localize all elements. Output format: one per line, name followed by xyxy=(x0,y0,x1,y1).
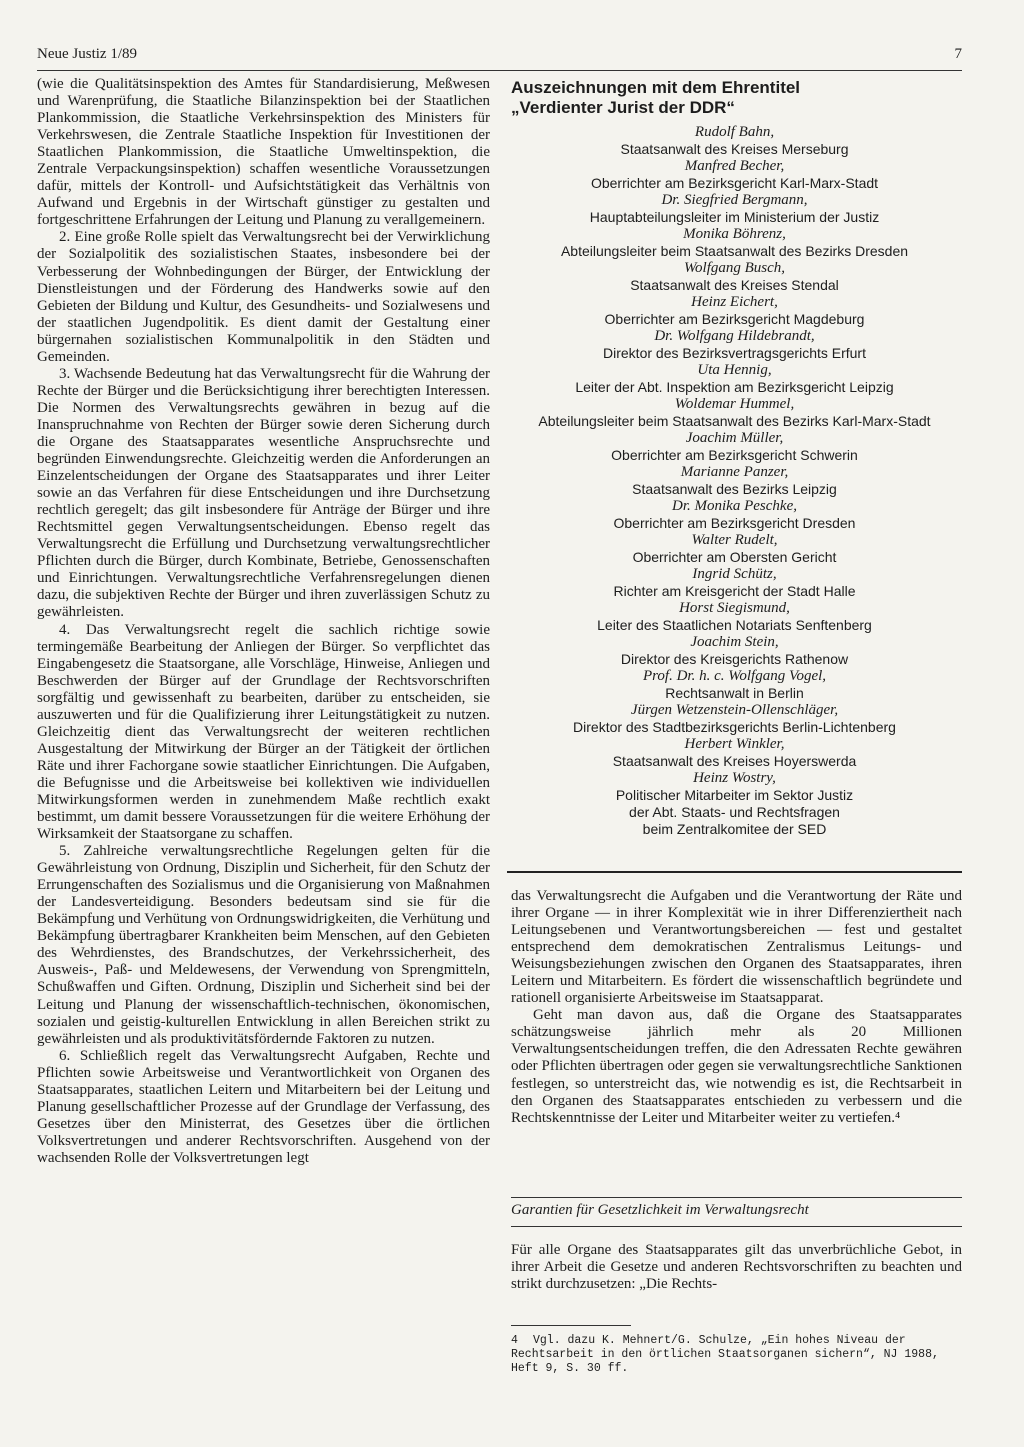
right-column xyxy=(511,888,962,1127)
award-name: Wolfgang Busch, xyxy=(683,260,786,276)
paragraph: (wie die Qualitätsinspektion des Amtes für Standardisierung, Meßwesen und Warenprüfung, die Staatliche Bilanzinspektion bei der Staatlichen Plankommission, die Staatliche Verkehrsinspektion des Ministers für Verkehrswesen, die Zentrale Staatliche Inspektion für Investitionen der Staatlichen Plankommission, die Staatliche Umweltinspektion, die Zentrale Verpackungsinspektion) schaffen wesentliche Voraussetzungen dafür, mittels der Kontroll- und Aufsichtstätigkeit das Verhältnis von Aufwand und Ergebnis in der Wirtschaft günstiger zu gestalten und fortgeschrittene Erfahrungen der Leitung und Planung zu verallgemeinern. xyxy=(37,76,490,229)
award-name: Woldemar Hummel, xyxy=(674,396,795,412)
award-entry xyxy=(507,124,962,158)
award-entry xyxy=(507,430,962,464)
award-position: Leiter der Abt. Inspektion am Bezirksgericht Leipzig xyxy=(575,379,894,395)
award-entry xyxy=(507,566,962,600)
award-position: Leiter des Staatlichen Notariats Senftenberg xyxy=(597,617,872,633)
award-name: Heinz Wostry, xyxy=(693,770,776,786)
award-name: Dr. Monika Peschke, xyxy=(672,498,797,514)
awards-title-line2: „Verdienter Jurist der DDR“ xyxy=(511,98,735,117)
footnote-rule xyxy=(511,1325,631,1326)
awards-bottom-rule xyxy=(507,871,962,873)
award-name: Ingrid Schütz, xyxy=(692,566,777,582)
page-header xyxy=(37,46,962,70)
award-position: Abteilungsleiter beim Staatsanwalt des Bezirks Karl-Marx-Stadt xyxy=(538,413,931,429)
award-entry xyxy=(507,770,962,838)
award-position: Direktor des Kreisgerichts Rathenow xyxy=(620,651,849,667)
award-position: Oberrichter am Bezirksgericht Magdeburg xyxy=(604,311,865,327)
award-entry xyxy=(507,226,962,260)
award-name: Dr. Wolfgang Hildebrandt, xyxy=(654,328,815,344)
award-name: Manfred Becher, xyxy=(684,158,785,174)
award-name: Monika Böhrenz, xyxy=(683,226,786,242)
paragraph: 4. Das Verwaltungsrecht regelt die sachlich richtige sowie termingemäße Bearbeitung der Anliegen der Bürger. So verpflichtet das Eingabengesetz die Staatsorgane, alle Vorschläge, Hinweise, Anliegen und Beschwerden der Bürger auf der Grundlage der Rechtsvorschriften sorgfältig und gewissenhaft zu bearbeiten, darüber zu entscheiden, sie auszuwerten und für die Qualifizierung ihrer Leitungstätigkeit zu nutzen. Gleichzeitig dient das Verwaltungsrecht der weiteren rechtlichen Ausgestaltung der Mitwirkung der Bürger an der Tätigkeit der örtlichen Räte und ihrer Fachorgane sowie staatlicher Einrichtungen. Die Aufgaben, die Befugnisse und die Arbeitsweise bei kollektiven wie individuellen Mitwirkungsformen werden in zunehmendem Maße rechtlich exakt bestimmt, um damit bessere Voraussetzungen für die weitere Erhöhung der Wirksamkeit der Staatsorgane zu schaffen. xyxy=(37,621,490,843)
award-position: Oberrichter am Obersten Gericht xyxy=(632,549,837,565)
award-entry xyxy=(507,736,962,770)
header-rule xyxy=(37,70,962,71)
award-position: beim Zentralkomitee der SED xyxy=(642,821,827,837)
award-entry xyxy=(507,328,962,362)
award-position: Staatsanwalt des Bezirks Leipzig xyxy=(632,481,837,497)
section-heading: Garantien für Gesetzlichkeit im Verwaltungsrecht xyxy=(511,1202,809,1218)
award-position: Oberrichter am Bezirksgericht Karl-Marx-Stadt xyxy=(590,175,879,191)
award-entry xyxy=(507,634,962,668)
award-position: Direktor des Stadtbezirksgerichts Berlin-Lichtenberg xyxy=(573,719,896,735)
award-entry xyxy=(507,260,962,294)
section-body xyxy=(511,1242,962,1293)
journal-title: Neue Justiz 1/89 xyxy=(37,46,137,62)
award-name: Walter Rudelt, xyxy=(691,532,778,548)
award-entry xyxy=(507,464,962,498)
paragraph: das Verwaltungsrecht die Aufgaben und die Verantwortung der Räte und ihrer Organe — in ihrer Komplexität wie in ihrer Differenziertheit nach Leitungsebenen und Verantwortungsbereichen — fest und gestaltet entsprechend dem demokratischen Zentralismus Leitungs- und Weisungsbeziehungen zwischen den Organen des Staatsapparates, ihren Leitern und Mitarbeitern. Es fördert die wissenschaftlich begründete und rationell organisierte Arbeitsweise im Staatsapparat. xyxy=(511,888,962,1007)
award-position: Hauptabteilungsleiter im Ministerium der Justiz xyxy=(589,209,880,225)
footnote-number: 4 xyxy=(511,1334,518,1347)
award-position: Staatsanwalt des Kreises Merseburg xyxy=(620,141,849,157)
award-position: Abteilungsleiter beim Staatsanwalt des Bezirks Dresden xyxy=(560,243,909,259)
awards-title xyxy=(511,78,962,118)
award-entry xyxy=(507,294,962,328)
paragraph: 3. Wachsende Bedeutung hat das Verwaltungsrecht für die Wahrung der Rechte der Bürger und die Berücksichtigung ihrer berechtigten Interessen. Die Normen des Verwaltungsrechts gewähren in bezug auf die Inanspruchnahme von Rechten der Bürger sowie deren Sicherung durch die Organe des Staatsapparates wesentliche Anspruchsrechte und begründen Einwendungsrechte. Gleichzeitig werden die Anforderungen an Einzelentscheidungen der Organe des Staatsapparates und ihrer Leiter sowie an das Verfahren für diese Entscheidungen und ihre Durchsetzung rechtlich geregelt; das gilt insbesondere für Anträge der Bürger und ihre Rechtsmittel gegen Verwaltungsentscheidungen. Ebenso regelt das Verwaltungsrecht die Erfüllung und Durchsetzung verwaltungsrechtlicher Pflichten durch die Bürger, durch Kombinate, Betriebe, Genossenschaften und Einrichtungen. Verwaltungsrechtliche Verfahrensregelungen dienen dazu, die subjektiven Rechte der Bürger und ihren zuverlässigen Schutz zu gewährleisten. xyxy=(37,365,490,621)
award-entry xyxy=(507,158,962,192)
award-entry xyxy=(507,192,962,226)
footnote xyxy=(511,1334,962,1376)
section-rule-top xyxy=(511,1197,962,1198)
section-rule-bottom xyxy=(511,1226,962,1227)
award-entry xyxy=(507,532,962,566)
paragraph: Geht man davon aus, daß die Organe des Staatsapparates schätzungsweise jährlich mehr als 20 Millionen Verwaltungsentscheidungen treffen, die den Adressaten Rechte gewähren oder Pflichten übertragen oder gegen sie verwaltungsrechtliche Sanktionen festlegen, so unterstreicht das, wie notwendig es ist, die Rechtsarbeit in den Organen des Staatsapparates entschieden zu verbessern und die Rechtskenntnisse der Leiter und Mitarbeiter weiter zu vertiefen.⁴ xyxy=(511,1007,962,1126)
award-name: Joachim Stein, xyxy=(690,634,779,650)
award-entry xyxy=(507,702,962,736)
award-position: Oberrichter am Bezirksgericht Dresden xyxy=(613,515,856,531)
award-position: Staatsanwalt des Kreises Stendal xyxy=(630,277,839,293)
award-name: Joachim Müller, xyxy=(685,430,784,446)
page-number: 7 xyxy=(954,46,962,62)
award-position: Staatsanwalt des Kreises Hoyerswerda xyxy=(612,753,857,769)
paragraph: 5. Zahlreiche verwaltungsrechtliche Regelungen gelten für die Gewährleistung von Ordnung, Disziplin und Sicherheit, für den Schutz der Errungenschaften des Sozialismus und die Organisierung von Maßnahmen der Landesverteidigung. Besonders bedeutsam sind sie für die Bekämpfung und Verhütung von Ordnungswidrigkeiten, die Verhütung und Bekämpfung übertragbarer Krankheiten beim Menschen, auf den Gebieten des Wehrdienstes, des Brandschutzes, der Verkehrssicherheit, des Ausweis-, Paß- und Meldewesens, der Verwendung von Sprengmitteln, Schußwaffen und Giften. Ordnung, Disziplin und Sicherheit sind bei der Leitung und Planung der wissenschaftlich-technischen, ökonomischen, sozialen und geistig-kulturellen Entwicklung in allen Bereichen strikt zu gewährleisten und als produktivitätsfördernde Faktoren zu nutzen. xyxy=(37,843,490,1047)
award-position: Rechtsanwalt in Berlin xyxy=(665,685,804,701)
award-position: Oberrichter am Bezirksgericht Schwerin xyxy=(611,447,858,463)
paragraph: Für alle Organe des Staatsapparates gilt das unverbrüchliche Gebot, in ihrer Arbeit die Gesetze und anderen Rechtsvorschriften zu beachten und strikt durchzusetzen: „Die Rechts- xyxy=(511,1242,962,1293)
award-name: Dr. Siegfried Bergmann, xyxy=(661,192,808,208)
footnote-text: Vgl. dazu K. Mehnert/G. Schulze, „Ein hohes Niveau der Rechtsarbeit in den örtlichen Staatsorganen sichern“, NJ 1988, Heft 9, S. 30 ff. xyxy=(511,1334,939,1375)
award-position: Politischer Mitarbeiter im Sektor Justiz xyxy=(615,787,854,803)
award-position: Richter am Kreisgericht der Stadt Halle xyxy=(613,583,856,599)
awards-box xyxy=(507,78,962,866)
award-name: Horst Siegismund, xyxy=(679,600,790,616)
award-entry xyxy=(507,668,962,702)
award-name: Jürgen Wetzenstein-Ollenschläger, xyxy=(630,702,839,718)
paragraph: 6. Schließlich regelt das Verwaltungsrecht Aufgaben, Rechte und Pflichten sowie Arbeitsweise und Verantwortlichkeit von Organen des Staatsapparates, staatlichen Leitern und Mitarbeitern bei der Leitung und Planung gesellschaftlicher Prozesse auf der Grundlage der Verfassung, des Gesetzes über den Ministerrat, des Gesetzes über die örtlichen Volksvertretungen und anderer Rechtsvorschriften. Ausgehend von der wachsenden Rolle der Volksvertretungen legt xyxy=(37,1047,490,1166)
award-entry xyxy=(507,600,962,634)
award-entry xyxy=(507,396,962,430)
paragraph: 2. Eine große Rolle spielt das Verwaltungsrecht bei der Verwirklichung der Sozialpolitik des sozialistischen Staates, insbesondere bei der Verbesserung der Wohnbedingungen der Bürger, der Entwicklung der Dienstleistungen und der Förderung des Handwerks sowie auf den Gebieten der Bildung und Kultur, des Gesundheits- und Sozialwesens und der staatlichen Jugendpolitik. Es dient damit der Gestaltung einer bürgernahen sozialistischen Kommunalpolitik in den Städten und Gemeinden. xyxy=(37,229,490,365)
award-entry xyxy=(507,362,962,396)
award-name: Uta Hennig, xyxy=(697,362,772,378)
award-name: Prof. Dr. h. c. Wolfgang Vogel, xyxy=(642,668,827,684)
award-name: Marianne Panzer, xyxy=(680,464,789,480)
awards-title-line1: Auszeichnungen mit dem Ehrentitel xyxy=(511,78,801,97)
award-entry xyxy=(507,498,962,532)
award-name: Heinz Eichert, xyxy=(691,294,778,310)
award-name: Herbert Winkler, xyxy=(684,736,785,752)
left-column xyxy=(37,76,490,1167)
award-position: der Abt. Staats- und Rechtsfragen xyxy=(629,804,840,820)
award-name: Rudolf Bahn, xyxy=(694,124,775,140)
award-position: Direktor des Bezirksvertragsgerichts Erfurt xyxy=(603,345,866,361)
